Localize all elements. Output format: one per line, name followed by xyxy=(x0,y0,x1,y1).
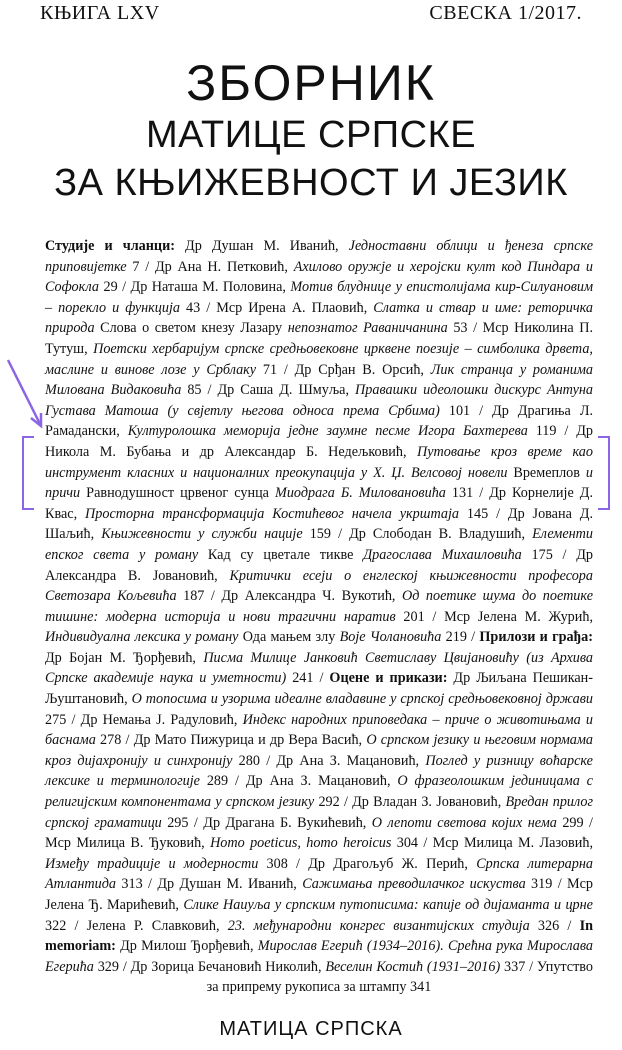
contents-text: 119 / Др Никола М. Бубања и др Александар Б. Недељковић, xyxy=(45,423,594,460)
article-title: Миодрага Б. Миловановића xyxy=(275,485,446,502)
article-title: Вредан прилог српској граматици xyxy=(45,794,593,831)
article-title: Сажимања преводилачког искуства xyxy=(302,876,526,893)
bracket-left-icon xyxy=(22,436,34,510)
contents-text: 313 / Др Душан М. Иванић, xyxy=(116,876,303,893)
title-line-3: ЗА КЊИЖЕВНОСТ И ЈЕЗИК xyxy=(54,162,568,204)
contents-text: 329 / Др Зорица Бечановић Николић, xyxy=(93,958,326,975)
article-title: Веселин Костић (1931–2016) xyxy=(325,958,501,975)
arrow-icon xyxy=(4,358,48,434)
section-heading: Прилози и грађа: xyxy=(479,629,593,646)
journal-title xyxy=(0,55,622,204)
article-title: Писма Милице Јанковић Светиславу Цвијановићу (из Архива Српске академије наука и уметности) xyxy=(45,649,593,687)
section-heading: In memoriam: xyxy=(45,917,593,955)
journal-header xyxy=(40,2,582,25)
contents-text: 337 / Упутство за припрему рукописа за штампу 341 xyxy=(206,958,593,996)
contents-text: 187 / Др Александра Ч. Вукотић, xyxy=(176,588,402,605)
contents-text: 299 / Мср Милица В. Ђуковић, xyxy=(45,814,593,852)
article-title: Између традиције и модерности xyxy=(45,855,259,872)
contents-text: 145 / Др Јована Д. Шаљић, xyxy=(45,505,593,543)
contents-text: 201 / Мср Јелена М. Журић, xyxy=(395,608,594,625)
article-title: Једноставни облици и ђенеза српске приповијетке xyxy=(45,238,593,275)
contents-text: 85 / Др Саша Д. Шмуља, xyxy=(181,382,356,399)
title-main: ЗБОРНИК xyxy=(186,55,436,111)
contents-text: Времеплов xyxy=(507,464,586,481)
contents-text: Др Бојан М. Ђорђевић, xyxy=(45,649,204,666)
article-title: Правашки идеолошки дискурс Антуна Густава Матоша (у свјетлу његова односа према Србима) xyxy=(45,382,593,419)
article-title: О фразеолошким јединицама с религијским компонентама у српском језику xyxy=(45,773,593,811)
contents-text: 292 / Др Владан З. Јовановић, xyxy=(314,794,506,811)
article-title: Просторна трансформација Костићевог начела укрштаја xyxy=(85,505,460,522)
contents-text: 219 / xyxy=(441,629,480,646)
contents-text: 322 / Јелена Р. Славковић, xyxy=(45,917,228,934)
table-of-contents xyxy=(45,236,593,998)
contents-text: 304 / Мср Милица М. Лазовић, xyxy=(391,835,593,852)
contents-text: 29 / Др Наташа М. Половина, xyxy=(99,279,291,296)
article-title: Мирослав Егерић (1934–2016). Срећна рука Мирослава Егерића xyxy=(45,938,594,975)
article-title: О лепоти светова којих нема xyxy=(371,814,557,831)
article-title: Лик странца у романима Милована Видаковића xyxy=(45,361,593,399)
contents-text: 43 / Мср Ирена А. Плаовић, xyxy=(180,299,374,316)
contents-text: Др Душан М. Иванић, xyxy=(175,238,349,254)
contents-text: 175 / Др Александра В. Јовановић, xyxy=(45,546,593,584)
article-title: Ахилово оружје и херојски култ код Пиндара и Софокла xyxy=(45,258,593,296)
contents-text: 280 / Др Ана З. Мацановић, xyxy=(232,752,426,769)
contents-text: Слова о светом кнезу Лазару xyxy=(94,320,288,337)
contents-text: 326 / xyxy=(529,917,580,934)
article-title: Путовање кроз време као инструмент класних и националних преокупација у Х. Џ. Велсовој новели xyxy=(45,443,593,481)
contents-text: Ода мањем злу xyxy=(238,629,340,646)
article-title: Воје Чолановића xyxy=(339,629,442,646)
article-title: Слике Наиуља у српским путописима: капије од дијаманта и црне xyxy=(183,897,593,913)
contents-text: 159 / Др Слободан В. Владушић, xyxy=(302,526,533,543)
article-title: Мотив блуднице у епистолијама кир-Силуановим – порекло и функција xyxy=(45,279,593,316)
article-title: О српском језику и његовим нормама кроз дијахронију и синхронију xyxy=(45,732,593,769)
contents-text: 53 / Мср Николина П. Тутуш, xyxy=(45,320,593,357)
contents-text: 241 / xyxy=(286,670,330,687)
contents-text: Равнодушност црвеног сунца xyxy=(80,485,275,502)
contents-text: 101 / Др Драгиња Л. Рамадански, xyxy=(45,402,593,440)
contents-text: 278 / Др Мато Пижурица и др Вера Васић, xyxy=(95,732,367,749)
contents-text: Кад су цветале тикве xyxy=(198,546,364,563)
article-title: Културолошка меморија једне заумне песме Игора Бахтерева xyxy=(127,423,528,440)
bracket-right-icon xyxy=(598,436,610,510)
contents-text: 275 / Др Немања Ј. Радуловић, xyxy=(45,711,243,728)
article-title: Слатка и ствар и име: реторичка природа xyxy=(45,299,593,337)
contents-text: Др Милош Ђорђевић, xyxy=(115,938,258,955)
article-title: О топосима и узорима идеалне владавине у српској средњовековној држави xyxy=(131,691,594,708)
section-heading: Оцене и прикази: xyxy=(329,670,448,687)
contents-text: 131 / Др Корнелије Д. Квас, xyxy=(45,485,593,522)
publisher-footer: МАТИЦА СРПСКА xyxy=(219,1018,403,1040)
article-title: Елементи епског света у роману xyxy=(45,526,593,563)
article-title: Поетски хербаријум српске средњовековне црквене поезије – симболика дрвета, маслине и винове лозе у Срблаку xyxy=(45,340,593,378)
section-heading: Студије и чланци: xyxy=(45,238,175,254)
title-line-2: МАТИЦЕ СРПСКЕ xyxy=(145,114,477,156)
article-title: Од поетике шума до поетике тишине: модерна историја и нови трагични наратив xyxy=(45,588,593,625)
article-title: 23. међународни конгрес византијских студија xyxy=(227,917,530,934)
article-title: и причи xyxy=(45,464,593,502)
book-number: КЊИГА LXV xyxy=(40,2,160,24)
contents-text: 295 / Др Драгана Б. Вукићевић, xyxy=(161,814,372,831)
contents-text: 308 / Др Драгољуб Ж. Перић, xyxy=(258,855,477,872)
article-title: Homo poeticus, homo heroicus xyxy=(210,835,392,852)
article-title: Књижевности у служби нације xyxy=(101,526,303,543)
contents-text: 71 / Др Срђан В. Орсић, xyxy=(256,361,431,378)
issue-number: СВЕСКА 1/2017. xyxy=(429,2,582,24)
article-title: Српска литерарна Атлантида xyxy=(45,855,593,893)
article-title: непознатог Раваничанина xyxy=(287,320,448,337)
article-title: Поглед у ризницу воћарске лексике и терминологије xyxy=(45,752,593,790)
article-title: Критички есеји о енглеској књижевности професора Светозара Кољевића xyxy=(45,567,593,605)
article-title: Индивидуална лексика у роману xyxy=(45,629,239,646)
contents-text: Др Љиљана Пешикан-Љуштановић, xyxy=(45,670,593,708)
contents-text: 7 / Др Ана Н. Петковић, xyxy=(126,258,294,275)
contents-text: 319 / Мср Јелена Ђ. Марићевић, xyxy=(45,876,594,913)
contents-text: 289 / Др Ана З. Мацановић, xyxy=(199,773,398,790)
article-title: Драгослава Михаиловића xyxy=(363,546,522,563)
article-title: Индекс народних приповедака – приче о животињама и баснама xyxy=(45,711,593,749)
